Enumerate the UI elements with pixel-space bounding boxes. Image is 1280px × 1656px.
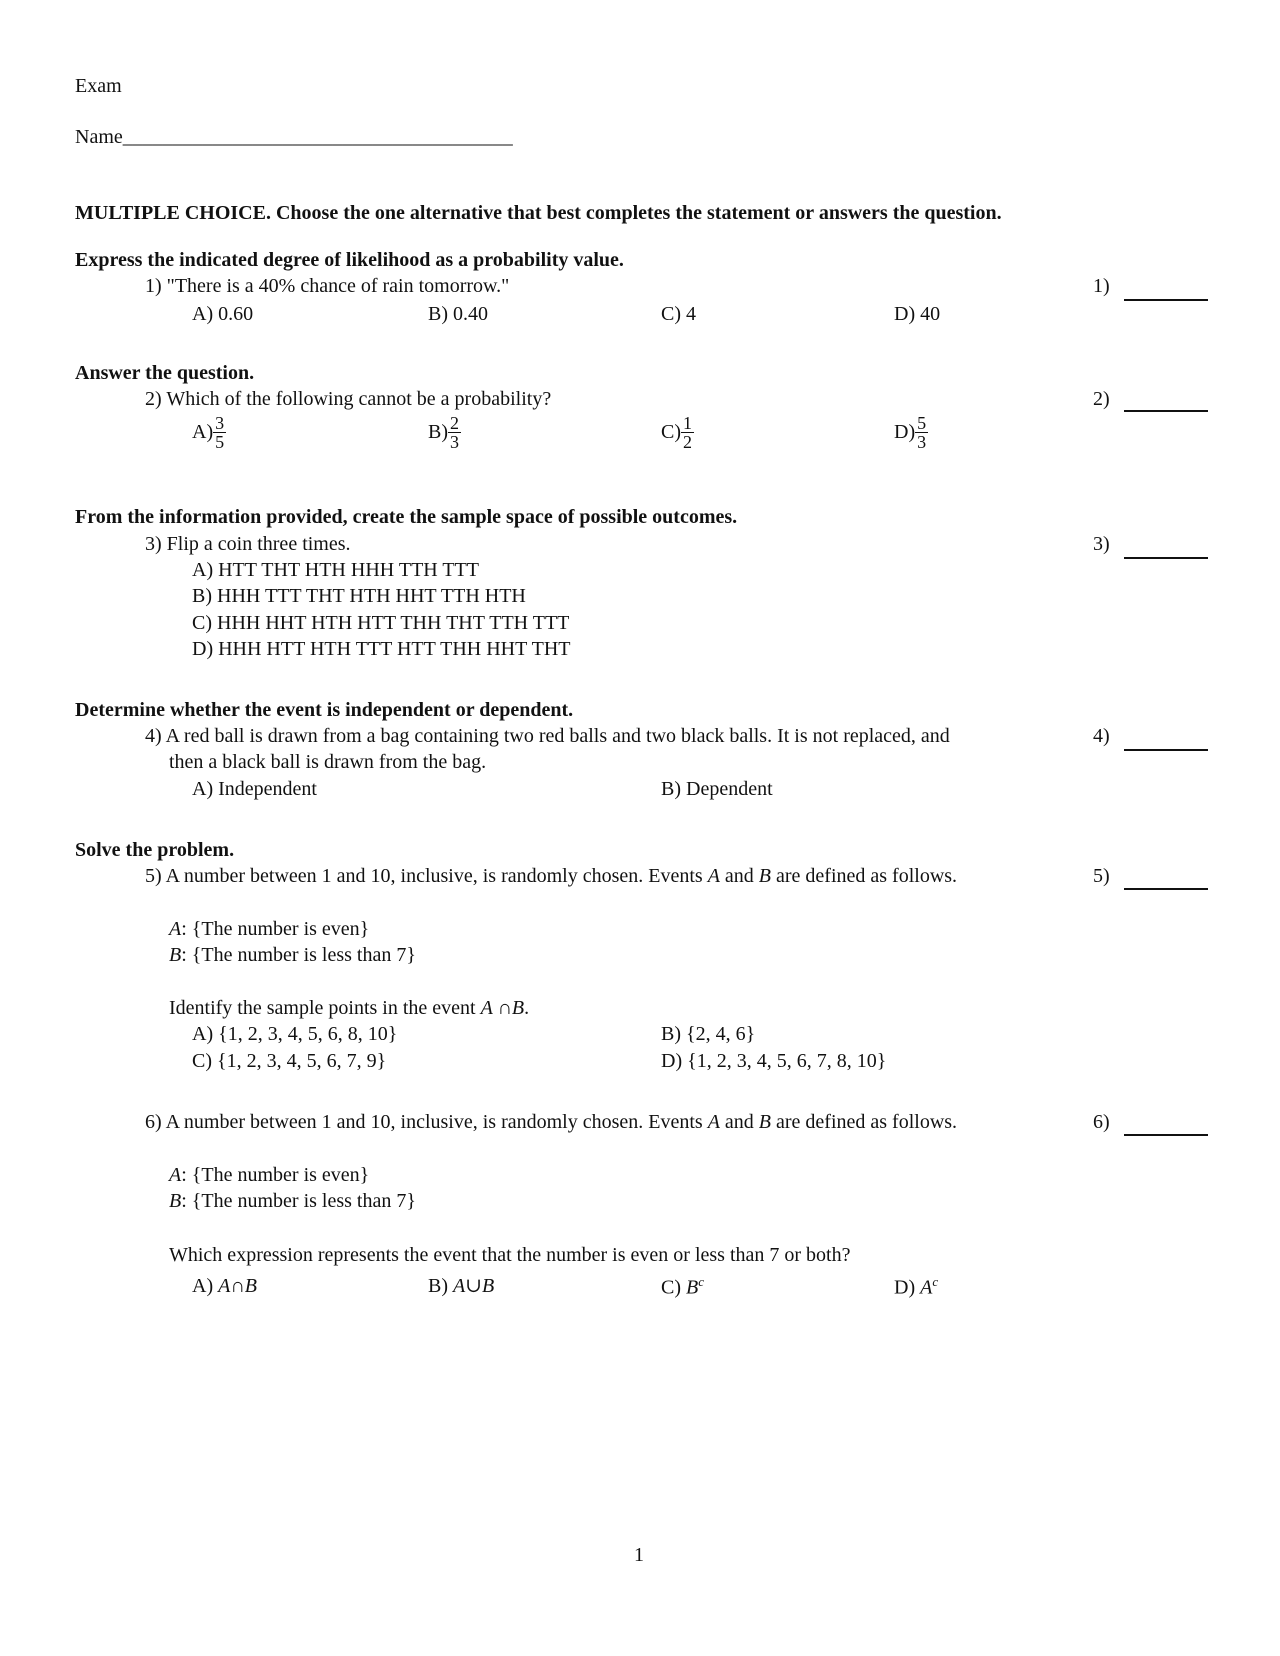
answer-blank-2[interactable] bbox=[1124, 410, 1208, 412]
option-label: D) bbox=[894, 421, 916, 443]
event-b-definition bbox=[169, 943, 416, 967]
question-number: 6) bbox=[145, 1111, 162, 1133]
q2-option-c[interactable] bbox=[661, 414, 694, 451]
question-number: 2) bbox=[145, 388, 162, 410]
question-text: A number between 1 and 10, inclusive, is randomly chosen. Events bbox=[165, 865, 708, 887]
answer-blank-4[interactable] bbox=[1124, 749, 1208, 751]
variable-a: A bbox=[169, 918, 182, 940]
question-number: 1) bbox=[145, 275, 162, 297]
q3-option-a[interactable]: A) HTT THT HTH HHH TTH TTT bbox=[192, 559, 480, 581]
option-label: A) bbox=[192, 421, 214, 443]
set-expression: A ∩B bbox=[480, 997, 525, 1019]
q2-option-a[interactable] bbox=[192, 414, 226, 451]
answer-number-3: 3) bbox=[1093, 533, 1110, 555]
option-label: C) bbox=[661, 1276, 686, 1299]
q2-option-b[interactable] bbox=[428, 414, 461, 451]
q1-option-c[interactable]: C) 4 bbox=[661, 303, 696, 325]
q6-option-d[interactable] bbox=[894, 1274, 938, 1300]
event-text: : {The number is even} bbox=[181, 1164, 370, 1186]
section-heading-3: From the information provided, create the sample space of possible outcomes. bbox=[75, 506, 738, 528]
q3-option-c[interactable]: C) HHH HHT HTH HTT THH THT TTH TTT bbox=[192, 612, 570, 634]
answer-blank-3[interactable] bbox=[1124, 557, 1208, 559]
answer-number-5: 5) bbox=[1093, 865, 1110, 887]
prompt-text: . bbox=[524, 997, 530, 1019]
question-number: 5) bbox=[145, 865, 162, 887]
set-expression: A∩B bbox=[218, 1275, 257, 1297]
q5-option-b[interactable]: B) {2, 4, 6} bbox=[661, 1023, 756, 1045]
question-5-prompt bbox=[169, 996, 529, 1020]
question-6-prompt: Which expression represents the event that the number is even or less than 7 or both? bbox=[169, 1244, 851, 1266]
variable-b: B bbox=[169, 944, 182, 966]
question-text: Flip a coin three times. bbox=[166, 533, 351, 555]
instructions: MULTIPLE CHOICE. Choose the one alternative that best completes the statement or answers the question. bbox=[75, 202, 1002, 224]
q1-option-a[interactable]: A) 0.60 bbox=[192, 303, 254, 325]
option-label: B) bbox=[428, 421, 448, 443]
question-4 bbox=[145, 724, 950, 748]
section-heading-4: Determine whether the event is independent or dependent. bbox=[75, 699, 574, 721]
q3-option-d[interactable]: D) HHH HTT HTH TTT HTT THH HHT THT bbox=[192, 638, 571, 660]
question-1 bbox=[145, 274, 509, 298]
exam-title: Exam bbox=[75, 75, 122, 97]
question-text: are defined as follows. bbox=[771, 865, 958, 887]
answer-number-2: 2) bbox=[1093, 388, 1110, 410]
answer-number-6: 6) bbox=[1093, 1111, 1110, 1133]
event-text: : {The number is even} bbox=[181, 918, 370, 940]
question-text: and bbox=[719, 865, 759, 887]
complement-superscript: c bbox=[932, 1274, 939, 1289]
set-expression: A∪B bbox=[453, 1275, 495, 1297]
name-field[interactable]: Name_______________________________________ bbox=[75, 126, 513, 148]
question-3 bbox=[145, 532, 351, 556]
variable-a: A bbox=[707, 1111, 720, 1133]
event-text: : {The number is less than 7} bbox=[181, 944, 416, 966]
question-number: 4) bbox=[145, 725, 162, 747]
fraction: $\frac{3}{5}$ bbox=[215, 413, 225, 452]
variable-b: B bbox=[686, 1276, 699, 1299]
q4-option-b[interactable]: B) Dependent bbox=[661, 778, 773, 800]
question-text: A red ball is drawn from a bag containing two red balls and two black balls. It is not replaced, and bbox=[165, 725, 950, 747]
question-number: 3) bbox=[145, 533, 162, 555]
question-text: are defined as follows. bbox=[771, 1111, 958, 1133]
section-heading-1: Express the indicated degree of likelihood as a probability value. bbox=[75, 249, 624, 271]
page-number: 1 bbox=[634, 1544, 644, 1566]
variable-a: A bbox=[920, 1276, 933, 1299]
prompt-text: Identify the sample points in the event bbox=[169, 997, 481, 1019]
variable-b: B bbox=[169, 1190, 182, 1212]
answer-blank-6[interactable] bbox=[1124, 1134, 1208, 1136]
q2-option-d[interactable] bbox=[894, 414, 928, 451]
question-4-continued: then a black ball is drawn from the bag. bbox=[169, 751, 487, 773]
option-label: B) bbox=[428, 1275, 453, 1297]
question-6 bbox=[145, 1110, 957, 1134]
variable-a: A bbox=[169, 1164, 182, 1186]
section-heading-5: Solve the problem. bbox=[75, 839, 235, 861]
q6-option-b[interactable] bbox=[428, 1274, 494, 1298]
section-heading-2: Answer the question. bbox=[75, 362, 255, 384]
question-text: "There is a 40% chance of rain tomorrow." bbox=[166, 275, 510, 297]
option-label: C) bbox=[661, 421, 681, 443]
q5-option-a[interactable]: A) {1, 2, 3, 4, 5, 6, 8, 10} bbox=[192, 1023, 398, 1045]
option-label: A) bbox=[192, 1275, 219, 1297]
fraction: $\frac{2}{3}$ bbox=[450, 413, 459, 452]
question-2 bbox=[145, 387, 551, 411]
q3-option-b[interactable]: B) HHH TTT THT HTH HHT TTH HTH bbox=[192, 585, 526, 607]
event-text: : {The number is less than 7} bbox=[181, 1190, 416, 1212]
complement-superscript: c bbox=[698, 1274, 704, 1289]
q5-option-c[interactable]: C) {1, 2, 3, 4, 5, 6, 7, 9} bbox=[192, 1050, 387, 1072]
q1-option-b[interactable]: B) 0.40 bbox=[428, 303, 488, 325]
answer-number-4: 4) bbox=[1093, 725, 1110, 747]
event-a-definition bbox=[169, 917, 369, 941]
event-a-definition bbox=[169, 1163, 369, 1187]
answer-number-1: 1) bbox=[1093, 275, 1110, 297]
event-b-definition bbox=[169, 1189, 416, 1213]
option-label: D) bbox=[894, 1276, 921, 1299]
q5-option-d[interactable]: D) {1, 2, 3, 4, 5, 6, 7, 8, 10} bbox=[661, 1050, 887, 1072]
q6-option-a[interactable] bbox=[192, 1274, 257, 1298]
answer-blank-1[interactable] bbox=[1124, 299, 1208, 301]
variable-b: B bbox=[758, 1111, 772, 1133]
question-text: and bbox=[719, 1111, 759, 1133]
question-5 bbox=[145, 864, 957, 888]
answer-blank-5[interactable] bbox=[1124, 888, 1208, 890]
variable-a: A bbox=[707, 865, 720, 887]
q1-option-d[interactable]: D) 40 bbox=[894, 303, 941, 325]
q4-option-a[interactable]: A) Independent bbox=[192, 778, 317, 800]
q6-option-c[interactable] bbox=[661, 1274, 704, 1300]
question-text: A number between 1 and 10, inclusive, is randomly chosen. Events bbox=[165, 1111, 708, 1133]
question-text: Which of the following cannot be a probability? bbox=[166, 388, 552, 410]
fraction: $\frac{1}{2}$ bbox=[683, 413, 692, 452]
fraction: $\frac{5}{3}$ bbox=[917, 413, 927, 452]
variable-b: B bbox=[758, 865, 772, 887]
